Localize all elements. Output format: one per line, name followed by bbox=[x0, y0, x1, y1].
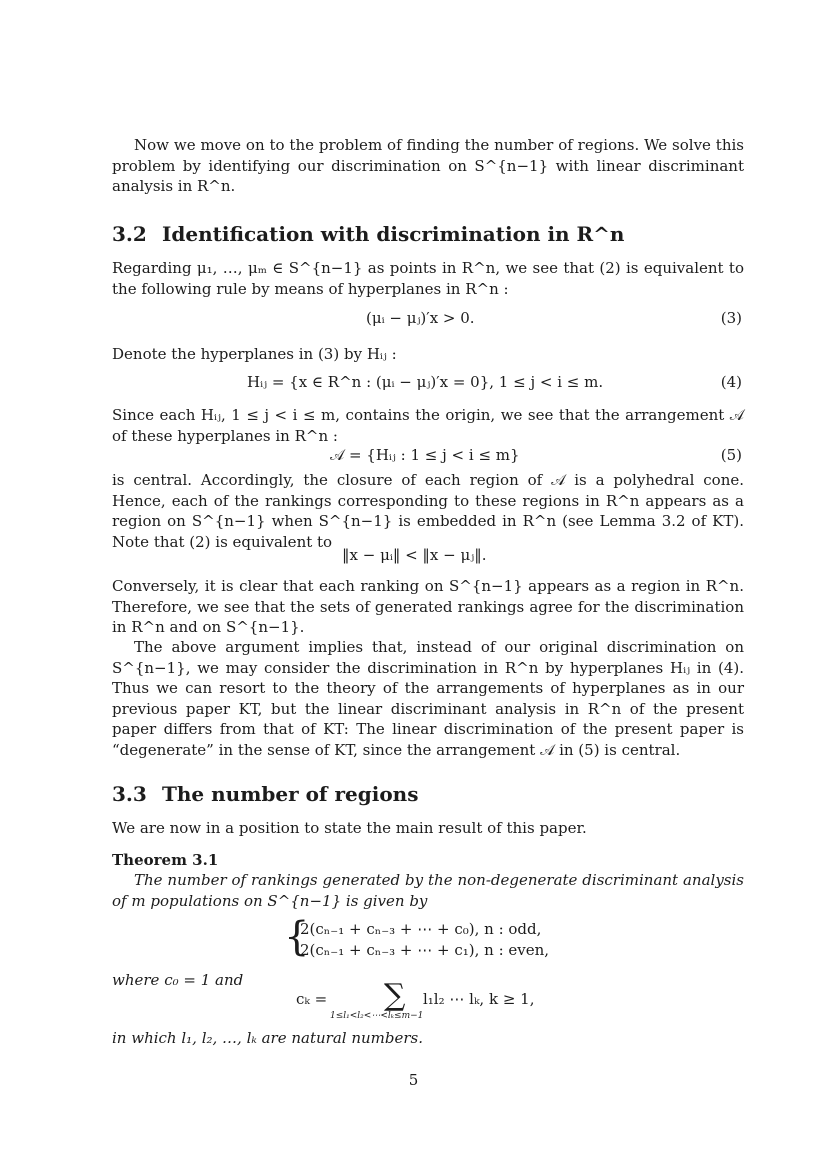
section-number: 3.2 bbox=[112, 222, 147, 246]
equation-label-4: (4) bbox=[720, 373, 742, 391]
intro-paragraph: Now we move on to the problem of finding the number of regions. We solve this problem by identifying our discrimination on S^{n−1} with linear discriminant analysis in R^n. bbox=[112, 136, 744, 195]
equation-label-3: (3) bbox=[720, 309, 742, 327]
theorem-in-which: in which l₁, l₂, …, lₖ are natural numbers. bbox=[112, 1029, 424, 1047]
section-heading-3-3 bbox=[112, 782, 418, 806]
ck-summand: l₁l₂ ⋯ lₖ, k ≥ 1, bbox=[423, 990, 535, 1008]
paragraph-since: Since each Hᵢⱼ, 1 ≤ j < i ≤ m, contains the origin, we see that the arrangement 𝒜 of these hyperplanes in R^n : bbox=[112, 406, 744, 445]
equation-3: (μᵢ − μⱼ)′x > 0. bbox=[366, 309, 475, 327]
paragraph-central: is central. Accordingly, the closure of each region of 𝒜 is a polyhedral cone. Hence, each of the rankings corresponding to these regions in R^n appears as a region on S^{n−1} when S^{n−1} is embedded in R^n (see Lemma 3.2 of KT). Note that (2) is equivalent to bbox=[112, 471, 744, 551]
paragraph-denote: Denote the hyperplanes in (3) by Hᵢⱼ : bbox=[112, 345, 397, 363]
theorem-statement: The number of rankings generated by the non-degenerate discriminant analysis of m populations on S^{n−1} is given by bbox=[112, 871, 744, 910]
equation-4: Hᵢⱼ = {x ∈ R^n : (μᵢ − μⱼ)′x = 0}, 1 ≤ j < i ≤ m. bbox=[247, 373, 604, 391]
ck-formula: cₖ = bbox=[296, 990, 328, 1008]
theorem-heading: Theorem 3.1 bbox=[112, 851, 219, 869]
theorem-where: where c₀ = 1 and bbox=[112, 971, 244, 989]
theorem-case-odd: 2(cₙ₋₁ + cₙ₋₃ + ⋯ + c₀), n : odd, bbox=[300, 920, 542, 938]
section-title: The number of regions bbox=[162, 782, 419, 806]
paragraph-above: The above argument implies that, instead of our original discrimination on S^{n−1}, we may consider the discrimination in R^n by hyperplanes Hᵢⱼ in (4). Thus we can resort to the theory of the arrangements of hyperplanes as in our previous paper KT, but the linear discriminant analysis in R^n of the present paper differs from that of KT: The linear discrimination of the present paper is “degenerate” in the sense of KT, since the arrangement 𝒜 in (5) is central. bbox=[112, 638, 744, 759]
page-number: 5 bbox=[408, 1071, 419, 1089]
summation-limits: 1≤l₁<l₂<⋯<lₖ≤m−1 bbox=[330, 1011, 424, 1021]
equation-label-5: (5) bbox=[720, 446, 742, 464]
theorem-case-even: 2(cₙ₋₁ + cₙ₋₃ + ⋯ + c₁), n : even, bbox=[300, 941, 550, 959]
paragraph-regarding: Regarding μ₁, …, μₘ ∈ S^{n−1} as points in R^n, we see that (2) is equivalent to the following rule by means of hyperplanes in R^n : bbox=[112, 259, 744, 298]
summation-sign: ∑ bbox=[384, 978, 406, 1013]
cases-brace: { bbox=[284, 914, 310, 960]
section-heading-3-2 bbox=[112, 222, 624, 246]
equation-norm: ‖x − μᵢ‖ < ‖x − μⱼ‖. bbox=[342, 546, 487, 564]
equation-5: 𝒜 = {Hᵢⱼ : 1 ≤ j < i ≤ m} bbox=[330, 446, 520, 464]
paragraph-position: We are now in a position to state the main result of this paper. bbox=[112, 819, 587, 837]
section-title: Identification with discrimination in R^n bbox=[162, 222, 625, 246]
paragraph-conversely: Conversely, it is clear that each ranking on S^{n−1} appears as a region in R^n. Therefore, we see that the sets of generated rankings agree for the discrimination in R^n and on S^{n−1}. bbox=[112, 577, 744, 636]
section-number: 3.3 bbox=[112, 782, 147, 806]
